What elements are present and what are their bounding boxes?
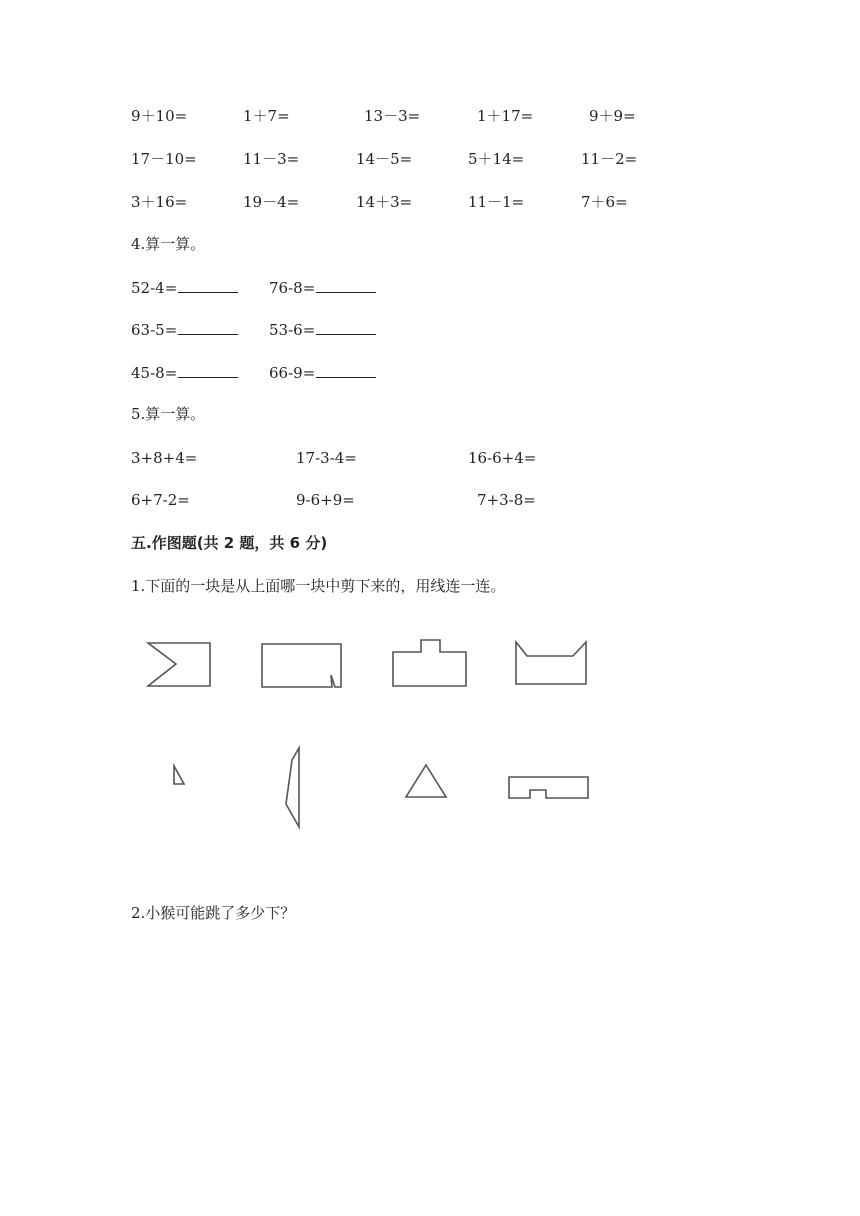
equation: 3+8+4= [131, 449, 198, 467]
answer-blank[interactable] [178, 363, 238, 378]
question-1-prompt: 1.下面的一块是从上面哪一块中剪下来的，用线连一连。 [131, 577, 506, 595]
equation: 14＋3= [356, 193, 413, 211]
equation: 6+7-2= [131, 491, 190, 509]
rectangle-with-tab-icon [385, 630, 475, 695]
answer-blank[interactable] [316, 363, 376, 378]
equation: 53-6= [269, 321, 316, 339]
equation: 7+3-8= [477, 491, 536, 509]
equation: 17－10= [131, 150, 197, 168]
question-5-title: 5.算一算。 [131, 405, 206, 423]
question-2-prompt: 2.小猴可能跳了多少下？ [131, 904, 296, 922]
fill-in-item [269, 363, 376, 383]
equation: 17-3-4= [296, 449, 357, 467]
equation: 7＋6= [581, 193, 628, 211]
equation: 14－5= [356, 150, 413, 168]
equation: 9＋9= [589, 107, 636, 125]
fill-in-item [131, 278, 238, 298]
equation: 76-8= [269, 279, 316, 297]
equation: 63-5= [131, 321, 178, 339]
equation: 11－3= [243, 150, 300, 168]
equation: 3＋16= [131, 193, 188, 211]
rectangle-with-two-ears-icon [507, 632, 597, 692]
answer-blank[interactable] [178, 278, 238, 293]
equation: 1＋17= [477, 107, 534, 125]
question-4-title: 4.算一算。 [131, 235, 206, 253]
equation: 16-6+4= [468, 449, 537, 467]
fill-in-item [131, 320, 238, 340]
answer-blank[interactable] [178, 320, 238, 335]
equation: 66-9= [269, 364, 316, 382]
triangle-icon [398, 757, 458, 805]
equation: 5＋14= [468, 150, 525, 168]
rectangle-with-corner-cut-icon [255, 635, 350, 695]
equation: 19－4= [243, 193, 300, 211]
fill-in-item [131, 363, 238, 383]
equation: 11－2= [581, 150, 638, 168]
equation: 11－1= [468, 193, 525, 211]
fill-in-item [269, 278, 376, 298]
equation: 13－3= [364, 107, 421, 125]
equation: 52-4= [131, 279, 178, 297]
answer-blank[interactable] [316, 320, 376, 335]
section-heading: 五.作图题(共 2 题，共 6 分) [131, 534, 328, 552]
fill-in-item [269, 320, 376, 340]
notched-strip-icon [500, 770, 600, 806]
equation: 9-6+9= [296, 491, 355, 509]
equation: 45-8= [131, 364, 178, 382]
notched-rectangle-icon [140, 635, 220, 695]
answer-blank[interactable] [316, 278, 376, 293]
small-triangle-icon [165, 758, 195, 793]
thin-parallelogram-icon [278, 740, 313, 840]
equation: 9＋10= [131, 107, 188, 125]
equation: 1＋7= [243, 107, 290, 125]
